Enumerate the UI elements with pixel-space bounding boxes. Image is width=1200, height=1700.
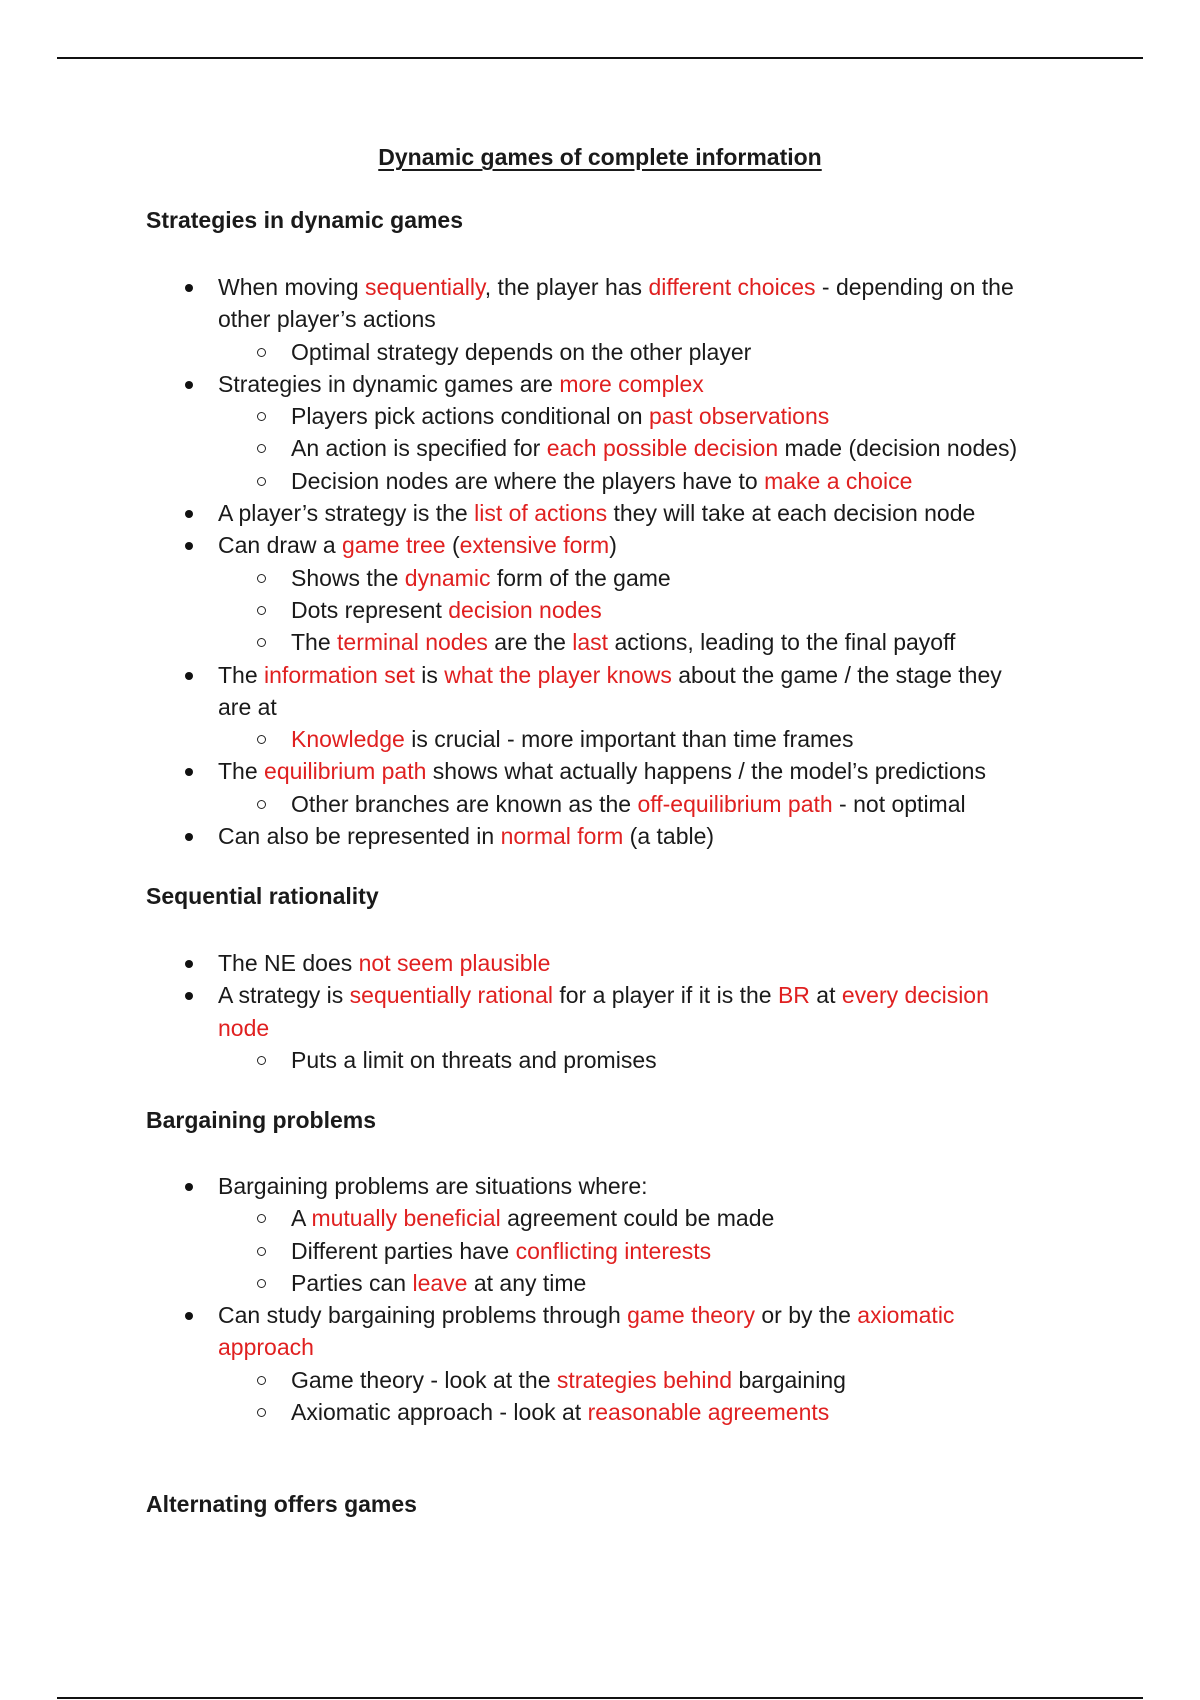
highlighted-term: past observations — [648, 403, 830, 430]
highlighted-term: decision nodes — [448, 596, 602, 623]
highlighted-term: BR — [777, 982, 810, 1009]
text-run: Bargaining problems are situations where: — [218, 1173, 648, 1199]
highlighted-term: sequentially rational — [349, 982, 553, 1009]
text-run: ( — [445, 532, 460, 559]
sub-bullet-list — [218, 336, 1038, 368]
text-run: Strategies in dynamic games are — [218, 370, 560, 397]
sub-bullet-item — [0, 1044, 1081, 1076]
text-run: shows what actually happens / the model’s predictions — [426, 758, 986, 785]
page-title: Dynamic games of complete information — [378, 144, 822, 170]
text-run: The NE does — [218, 950, 359, 976]
text-run: Puts a limit on threats and promises — [291, 1046, 657, 1073]
highlighted-term: strategies behind — [556, 1366, 733, 1393]
bullet-item — [0, 497, 1038, 529]
text-run: at — [809, 982, 842, 1009]
sub-bullet-list — [218, 1044, 1038, 1076]
highlighted-term: terminal nodes — [337, 629, 488, 656]
highlighted-term: normal form — [500, 823, 624, 850]
sub-bullet-list — [218, 788, 1038, 820]
sub-bullet-item — [0, 626, 1081, 658]
highlighted-term: information set — [264, 661, 415, 688]
text-run: - depending on the other player’s actions — [218, 274, 1014, 333]
text-run: for a player if it is the — [552, 982, 778, 1009]
sub-bullet-item — [0, 594, 1081, 626]
section-list-sequential-rationality — [0, 947, 1038, 1076]
sub-bullet-item — [0, 1267, 1081, 1299]
text-run: or by the — [755, 1302, 858, 1329]
text-run: is crucial - more important than time frames — [404, 726, 854, 753]
bullet-item — [0, 1299, 1038, 1428]
bullet-item — [0, 947, 1038, 979]
text-run: (a table) — [623, 823, 715, 850]
text-run: they will take at each decision node — [607, 500, 976, 527]
bullet-item — [0, 529, 1038, 658]
highlighted-term: each possible decision — [546, 435, 779, 462]
sub-bullet-list — [218, 562, 1038, 659]
highlighted-term: reasonable agreements — [587, 1399, 830, 1426]
text-run: Decision nodes are where the players have to — [291, 467, 765, 494]
sub-bullet-list — [218, 723, 1038, 755]
text-run: Can also be represented in — [218, 823, 501, 850]
highlighted-term: what the player knows — [444, 661, 672, 688]
highlighted-term: not seem plausible — [358, 950, 551, 976]
bullet-item — [0, 979, 1038, 1076]
text-run: , the player has — [484, 274, 649, 300]
sub-bullet-item — [0, 1396, 1081, 1428]
highlighted-term: equilibrium path — [264, 758, 427, 785]
highlighted-term: dynamic — [404, 564, 491, 591]
top-rule — [57, 57, 1143, 59]
sub-bullet-item — [0, 336, 1081, 368]
text-run: agreement could be made — [500, 1205, 775, 1232]
section-list-bargaining — [0, 1170, 1038, 1428]
text-run: Shows the — [291, 564, 405, 591]
sub-bullet-item — [0, 400, 1081, 432]
text-run: about the game / the stage they are at — [218, 661, 1002, 720]
text-run: is — [414, 661, 445, 688]
text-run: Can draw a — [218, 532, 343, 559]
text-run: Dots represent — [291, 596, 449, 623]
section-title-bargaining: Bargaining problems — [146, 1107, 377, 1133]
highlighted-term: off-equilibrium path — [637, 790, 833, 817]
highlighted-term: last — [572, 629, 609, 656]
sub-bullet-item — [0, 465, 1081, 497]
highlighted-term: leave — [412, 1269, 468, 1296]
text-run: - not optimal — [832, 790, 966, 817]
text-run: A strategy is — [218, 982, 350, 1009]
text-run: A player’s strategy is the — [218, 500, 475, 527]
bullet-item — [0, 755, 1038, 820]
text-run: Players pick actions conditional on — [291, 403, 649, 430]
text-run: Can study bargaining problems through — [218, 1302, 628, 1329]
text-run: Parties can — [291, 1269, 413, 1296]
text-run: The — [218, 661, 265, 688]
text-run: A — [291, 1205, 312, 1232]
sub-bullet-item — [0, 432, 1081, 464]
sub-bullet-item — [0, 1202, 1081, 1234]
highlighted-term: list of actions — [474, 500, 608, 527]
highlighted-term: axiomatic approach — [218, 1302, 955, 1361]
highlighted-term: more complex — [559, 370, 704, 397]
highlighted-term: conflicting interests — [515, 1237, 712, 1264]
text-run: Game theory - look at the — [291, 1366, 557, 1393]
section-title-sequential-rationality: Sequential rationality — [146, 883, 379, 909]
text-run: The — [291, 629, 338, 656]
highlighted-term: every decision node — [218, 982, 989, 1041]
section-list-strategies — [0, 271, 1038, 852]
text-run: Axiomatic approach - look at — [291, 1399, 588, 1426]
bottom-rule — [57, 1697, 1143, 1699]
sub-bullet-item — [0, 723, 1081, 755]
text-run: An action is specified for — [291, 435, 547, 462]
sub-bullet-item — [0, 562, 1081, 594]
highlighted-term: game tree — [342, 532, 446, 559]
sub-bullet-list — [218, 1364, 1038, 1429]
text-run: Other branches are known as the — [291, 790, 638, 817]
bullet-item — [0, 271, 1038, 368]
text-run: are the — [487, 629, 573, 656]
highlighted-term: Knowledge — [291, 726, 405, 753]
text-run: bargaining — [732, 1366, 846, 1393]
section-title-strategies: Strategies in dynamic games — [146, 207, 464, 233]
text-run: The — [218, 758, 265, 785]
highlighted-term: mutually beneficial — [311, 1205, 501, 1232]
bullet-item — [0, 820, 1038, 852]
text-run: at any time — [467, 1269, 587, 1296]
text-run: actions, leading to the final payoff — [608, 629, 956, 656]
text-run: Optimal strategy depends on the other player — [291, 338, 752, 365]
sub-bullet-item — [0, 788, 1081, 820]
highlighted-term: extensive form — [459, 532, 610, 559]
bullet-item — [0, 659, 1038, 756]
highlighted-term: make a choice — [764, 467, 913, 494]
bullet-item — [0, 368, 1038, 497]
text-run: form of the game — [490, 564, 671, 591]
section-title-alternating-offers: Alternating offers games — [146, 1491, 417, 1517]
text-run: When moving — [218, 274, 366, 300]
sub-bullet-list — [218, 400, 1038, 497]
sub-bullet-list — [218, 1202, 1038, 1299]
highlighted-term: different choices — [648, 274, 816, 300]
sub-bullet-item — [0, 1364, 1081, 1396]
text-run: Different parties have — [291, 1237, 516, 1264]
highlighted-term: sequentially — [365, 274, 485, 300]
highlighted-term: game theory — [627, 1302, 755, 1329]
bullet-item — [0, 1170, 1038, 1299]
sub-bullet-item — [0, 1235, 1081, 1267]
text-run: ) — [609, 532, 617, 559]
text-run: made (decision nodes) — [778, 435, 1018, 462]
